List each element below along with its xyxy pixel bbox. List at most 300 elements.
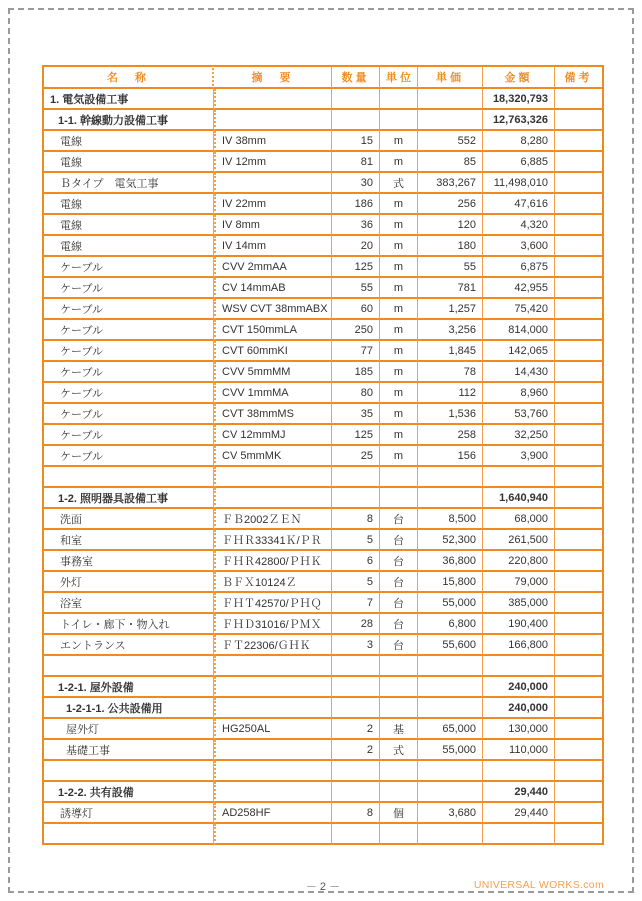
page-footer <box>42 878 604 896</box>
table-spacer-row <box>42 824 604 845</box>
cell-unit: 台 <box>380 530 418 551</box>
cell-name: 電線 <box>42 131 214 152</box>
cell-amount: 8,960 <box>483 383 555 404</box>
table-row <box>42 299 604 320</box>
cell-amount: 240,000 <box>483 677 555 698</box>
cell-price: 52,300 <box>418 530 483 551</box>
cell-note <box>555 635 604 656</box>
cell-unit: 台 <box>380 551 418 572</box>
cell-unit: 台 <box>380 509 418 530</box>
cell-amount: 190,400 <box>483 614 555 635</box>
cell-price <box>418 110 483 131</box>
cell-note <box>555 278 604 299</box>
cell-qty: 28 <box>332 614 380 635</box>
cell-note <box>555 803 604 824</box>
cell-unit: 台 <box>380 572 418 593</box>
table-row <box>42 593 604 614</box>
cell-name: 事務室 <box>42 551 214 572</box>
cell-desc <box>214 110 332 131</box>
cell-unit: m <box>380 404 418 425</box>
cell-price <box>418 656 483 677</box>
cell-desc: WSV CVT 38mmABX <box>214 299 332 320</box>
column-header-unit: 単位 <box>380 65 418 89</box>
cell-desc <box>214 698 332 719</box>
cell-price: 256 <box>418 194 483 215</box>
cell-unit: m <box>380 320 418 341</box>
column-header-amount: 金額 <box>483 65 555 89</box>
cell-amount: 142,065 <box>483 341 555 362</box>
cell-amount: 29,440 <box>483 803 555 824</box>
cell-desc <box>214 761 332 782</box>
cell-note <box>555 782 604 803</box>
cell-name: ケーブル <box>42 362 214 383</box>
cell-unit: m <box>380 341 418 362</box>
cell-note <box>555 509 604 530</box>
table-row <box>42 173 604 194</box>
cell-unit: 式 <box>380 173 418 194</box>
cell-note <box>555 194 604 215</box>
cell-qty <box>332 698 380 719</box>
cell-price: 258 <box>418 425 483 446</box>
cell-amount: 6,885 <box>483 152 555 173</box>
cell-price: 112 <box>418 383 483 404</box>
cell-price: 8,500 <box>418 509 483 530</box>
cell-unit: m <box>380 236 418 257</box>
table-row <box>42 572 604 593</box>
cell-qty: 185 <box>332 362 380 383</box>
cell-desc: ＦＨＲ33341Ｋ/ＰＲ <box>214 530 332 551</box>
cell-qty: 20 <box>332 236 380 257</box>
cell-price: 552 <box>418 131 483 152</box>
cell-desc: CVV 2mmAA <box>214 257 332 278</box>
cell-qty <box>332 656 380 677</box>
cell-price: 1,257 <box>418 299 483 320</box>
cell-desc: ＦＨＲ42800/ＰＨＫ <box>214 551 332 572</box>
cell-note <box>555 383 604 404</box>
cell-amount: 29,440 <box>483 782 555 803</box>
table-row <box>42 383 604 404</box>
cell-desc: ＦＨＴ42570/ＰＨＱ <box>214 593 332 614</box>
cell-qty: 186 <box>332 194 380 215</box>
table-row <box>42 341 604 362</box>
cell-price: 383,267 <box>418 173 483 194</box>
cell-note <box>555 404 604 425</box>
cell-unit: m <box>380 299 418 320</box>
cell-unit: m <box>380 425 418 446</box>
cell-unit: 台 <box>380 635 418 656</box>
cell-amount: 8,280 <box>483 131 555 152</box>
cell-amount <box>483 824 555 845</box>
cell-amount: 814,000 <box>483 320 555 341</box>
cell-desc: CV 14mmAB <box>214 278 332 299</box>
table-row <box>42 614 604 635</box>
cell-qty: 5 <box>332 572 380 593</box>
table-row <box>42 215 604 236</box>
table-body <box>42 89 604 845</box>
cell-name: 誘導灯 <box>42 803 214 824</box>
cell-name: 基礎工事 <box>42 740 214 761</box>
cell-note <box>555 257 604 278</box>
table-row <box>42 257 604 278</box>
cell-note <box>555 131 604 152</box>
cell-unit: m <box>380 194 418 215</box>
cell-name: エントランス <box>42 635 214 656</box>
table-row <box>42 446 604 467</box>
cell-desc: IV 22mm <box>214 194 332 215</box>
cell-unit: 式 <box>380 740 418 761</box>
cell-amount: 220,800 <box>483 551 555 572</box>
cell-price <box>418 89 483 110</box>
cell-amount <box>483 761 555 782</box>
cell-qty: 2 <box>332 740 380 761</box>
cell-name: ケーブル <box>42 341 214 362</box>
cell-desc <box>214 824 332 845</box>
cell-price: 85 <box>418 152 483 173</box>
cell-unit <box>380 824 418 845</box>
cell-unit: 台 <box>380 593 418 614</box>
cell-unit <box>380 656 418 677</box>
cell-name: 電線 <box>42 152 214 173</box>
table-row <box>42 425 604 446</box>
cell-note <box>555 593 604 614</box>
cell-desc: CV 12mmMJ <box>214 425 332 446</box>
cell-price: 78 <box>418 362 483 383</box>
brand-watermark: UNIVERSAL WORKS.com <box>473 879 604 891</box>
document-page <box>8 8 634 893</box>
cell-amount: 11,498,010 <box>483 173 555 194</box>
cell-unit <box>380 677 418 698</box>
cell-desc: IV 8mm <box>214 215 332 236</box>
cell-amount: 6,875 <box>483 257 555 278</box>
cell-unit <box>380 698 418 719</box>
cell-qty: 2 <box>332 719 380 740</box>
cell-unit: m <box>380 131 418 152</box>
cell-amount: 240,000 <box>483 698 555 719</box>
cell-qty: 77 <box>332 341 380 362</box>
table-row <box>42 236 604 257</box>
cell-price: 781 <box>418 278 483 299</box>
table-row <box>42 677 604 698</box>
cell-note <box>555 236 604 257</box>
cell-qty: 8 <box>332 803 380 824</box>
table-header-row <box>42 65 604 89</box>
column-header-desc: 摘 要 <box>214 65 332 89</box>
cell-unit: m <box>380 152 418 173</box>
table-row <box>42 362 604 383</box>
cell-unit <box>380 488 418 509</box>
table-row <box>42 530 604 551</box>
cell-amount: 68,000 <box>483 509 555 530</box>
cell-desc: CV 5mmMK <box>214 446 332 467</box>
cell-qty: 125 <box>332 257 380 278</box>
cell-desc <box>214 782 332 803</box>
table-row <box>42 740 604 761</box>
cell-note <box>555 551 604 572</box>
cell-name <box>42 761 214 782</box>
table-spacer-row <box>42 656 604 677</box>
cell-name: 電線 <box>42 215 214 236</box>
cell-desc <box>214 89 332 110</box>
cell-qty <box>332 467 380 488</box>
cell-name: 1-2-2. 共有設備 <box>42 782 214 803</box>
cell-qty: 3 <box>332 635 380 656</box>
cell-qty: 55 <box>332 278 380 299</box>
cell-amount: 53,760 <box>483 404 555 425</box>
cell-note <box>555 299 604 320</box>
cell-price: 65,000 <box>418 719 483 740</box>
cell-price: 55,000 <box>418 740 483 761</box>
cell-amount: 4,320 <box>483 215 555 236</box>
cell-name: 1-1. 幹線動力設備工事 <box>42 110 214 131</box>
table-row <box>42 635 604 656</box>
cell-unit: 個 <box>380 803 418 824</box>
cell-desc: ＦＴ22306/ＧＨＫ <box>214 635 332 656</box>
cell-price: 1,845 <box>418 341 483 362</box>
cell-unit <box>380 467 418 488</box>
cell-desc <box>214 677 332 698</box>
cell-amount: 79,000 <box>483 572 555 593</box>
table-row <box>42 194 604 215</box>
cell-qty <box>332 824 380 845</box>
cell-desc <box>214 656 332 677</box>
cell-note <box>555 362 604 383</box>
cell-note <box>555 89 604 110</box>
cell-qty: 6 <box>332 551 380 572</box>
cell-price: 3,680 <box>418 803 483 824</box>
cell-name: ケーブル <box>42 425 214 446</box>
cell-name: ケーブル <box>42 320 214 341</box>
table-spacer-row <box>42 761 604 782</box>
table-row <box>42 131 604 152</box>
cell-desc: IV 12mm <box>214 152 332 173</box>
cell-price <box>418 782 483 803</box>
table-row <box>42 110 604 131</box>
cell-name <box>42 467 214 488</box>
cell-note <box>555 656 604 677</box>
table-row <box>42 278 604 299</box>
cell-unit: m <box>380 257 418 278</box>
cell-amount: 12,763,326 <box>483 110 555 131</box>
cell-name: Ｂタイプ 電気工事 <box>42 173 214 194</box>
table-row <box>42 803 604 824</box>
cell-qty: 250 <box>332 320 380 341</box>
cell-note <box>555 152 604 173</box>
cell-amount: 385,000 <box>483 593 555 614</box>
cell-name: トイレ・廊下・物入れ <box>42 614 214 635</box>
table-row <box>42 320 604 341</box>
cell-desc: HG250AL <box>214 719 332 740</box>
cell-amount <box>483 656 555 677</box>
cell-name: 和室 <box>42 530 214 551</box>
cell-desc <box>214 488 332 509</box>
column-header-price: 単価 <box>418 65 483 89</box>
cell-unit <box>380 89 418 110</box>
column-header-name: 名 称 <box>42 65 214 89</box>
cell-price: 1,536 <box>418 404 483 425</box>
cell-desc: CVT 60mmKI <box>214 341 332 362</box>
table-row <box>42 719 604 740</box>
cell-price: 36,800 <box>418 551 483 572</box>
cell-name <box>42 824 214 845</box>
cell-unit <box>380 761 418 782</box>
cell-name: 電線 <box>42 236 214 257</box>
cell-qty <box>332 110 380 131</box>
cell-amount: 47,616 <box>483 194 555 215</box>
cell-qty: 8 <box>332 509 380 530</box>
cell-note <box>555 530 604 551</box>
cell-unit: m <box>380 362 418 383</box>
cell-name: ケーブル <box>42 383 214 404</box>
cell-amount <box>483 467 555 488</box>
cell-desc: IV 14mm <box>214 236 332 257</box>
table-row <box>42 551 604 572</box>
cell-name: 1-2. 照明器具設備工事 <box>42 488 214 509</box>
cell-unit: 台 <box>380 614 418 635</box>
cell-qty <box>332 677 380 698</box>
cell-note <box>555 215 604 236</box>
cell-price: 156 <box>418 446 483 467</box>
cell-desc <box>214 740 332 761</box>
cell-desc: CVV 1mmMA <box>214 383 332 404</box>
cell-price: 6,800 <box>418 614 483 635</box>
cell-amount: 130,000 <box>483 719 555 740</box>
cell-desc: CVT 150mmLA <box>214 320 332 341</box>
cell-name: ケーブル <box>42 257 214 278</box>
cell-note <box>555 320 604 341</box>
cell-qty: 5 <box>332 530 380 551</box>
cell-unit <box>380 782 418 803</box>
table-row <box>42 404 604 425</box>
table-row <box>42 488 604 509</box>
cell-qty: 36 <box>332 215 380 236</box>
cell-name: ケーブル <box>42 278 214 299</box>
cell-name: ケーブル <box>42 446 214 467</box>
cell-note <box>555 467 604 488</box>
cell-note <box>555 488 604 509</box>
cell-price <box>418 467 483 488</box>
cell-qty <box>332 761 380 782</box>
cell-desc <box>214 467 332 488</box>
cell-unit: m <box>380 215 418 236</box>
estimate-sheet <box>42 65 604 845</box>
cell-price: 55,000 <box>418 593 483 614</box>
table-header <box>42 65 604 89</box>
cell-desc: ＦＨＤ31016/ＰＭＸ <box>214 614 332 635</box>
cell-name: 電線 <box>42 194 214 215</box>
cell-qty: 35 <box>332 404 380 425</box>
cell-unit <box>380 110 418 131</box>
cell-price <box>418 677 483 698</box>
cell-note <box>555 446 604 467</box>
cell-desc: IV 38mm <box>214 131 332 152</box>
cell-price: 120 <box>418 215 483 236</box>
cell-unit: m <box>380 446 418 467</box>
cell-desc: ＢＦＸ10124Ｚ <box>214 572 332 593</box>
cell-note <box>555 572 604 593</box>
cell-note <box>555 677 604 698</box>
cell-qty: 80 <box>332 383 380 404</box>
cell-amount: 32,250 <box>483 425 555 446</box>
cell-name: 1-2-1. 屋外設備 <box>42 677 214 698</box>
cell-amount: 261,500 <box>483 530 555 551</box>
cell-name: ケーブル <box>42 299 214 320</box>
cell-note <box>555 425 604 446</box>
cell-amount: 166,800 <box>483 635 555 656</box>
cell-name: 1-2-1-1. 公共設備用 <box>42 698 214 719</box>
table-row <box>42 782 604 803</box>
cell-qty <box>332 782 380 803</box>
cell-desc <box>214 173 332 194</box>
table-row <box>42 89 604 110</box>
cell-amount: 42,955 <box>483 278 555 299</box>
cell-qty: 7 <box>332 593 380 614</box>
cell-note <box>555 110 604 131</box>
table-spacer-row <box>42 467 604 488</box>
cell-price: 3,256 <box>418 320 483 341</box>
cell-note <box>555 341 604 362</box>
cell-price <box>418 698 483 719</box>
cell-note <box>555 614 604 635</box>
cell-qty: 60 <box>332 299 380 320</box>
cell-note <box>555 719 604 740</box>
cell-unit: m <box>380 278 418 299</box>
cell-amount: 3,600 <box>483 236 555 257</box>
cell-unit: 基 <box>380 719 418 740</box>
cell-name: 洗面 <box>42 509 214 530</box>
cell-qty <box>332 488 380 509</box>
cell-price: 15,800 <box>418 572 483 593</box>
cell-note <box>555 173 604 194</box>
cell-name: 屋外灯 <box>42 719 214 740</box>
cell-qty: 15 <box>332 131 380 152</box>
cell-amount: 110,000 <box>483 740 555 761</box>
cell-qty <box>332 89 380 110</box>
column-header-note: 備考 <box>555 65 604 89</box>
table-row <box>42 509 604 530</box>
cell-desc: CVV 5mmMM <box>214 362 332 383</box>
cell-note <box>555 824 604 845</box>
cell-price: 55 <box>418 257 483 278</box>
cell-desc: CVT 38mmMS <box>214 404 332 425</box>
cell-amount: 14,430 <box>483 362 555 383</box>
cell-price: 55,600 <box>418 635 483 656</box>
cell-price <box>418 488 483 509</box>
column-header-qty: 数量 <box>332 65 380 89</box>
cell-qty: 25 <box>332 446 380 467</box>
estimate-table <box>42 65 604 845</box>
page-number: － 2 － <box>305 881 341 893</box>
cell-price <box>418 761 483 782</box>
cell-name: 1. 電気設備工事 <box>42 89 214 110</box>
cell-name: 浴室 <box>42 593 214 614</box>
cell-price <box>418 824 483 845</box>
cell-amount: 3,900 <box>483 446 555 467</box>
cell-amount: 1,640,940 <box>483 488 555 509</box>
cell-name: ケーブル <box>42 404 214 425</box>
cell-name: 外灯 <box>42 572 214 593</box>
cell-note <box>555 761 604 782</box>
cell-note <box>555 698 604 719</box>
cell-name <box>42 656 214 677</box>
cell-note <box>555 740 604 761</box>
table-row <box>42 698 604 719</box>
cell-qty: 125 <box>332 425 380 446</box>
cell-price: 180 <box>418 236 483 257</box>
cell-qty: 81 <box>332 152 380 173</box>
cell-amount: 18,320,793 <box>483 89 555 110</box>
cell-desc: ＦＢ2002ＺＥＮ <box>214 509 332 530</box>
cell-qty: 30 <box>332 173 380 194</box>
